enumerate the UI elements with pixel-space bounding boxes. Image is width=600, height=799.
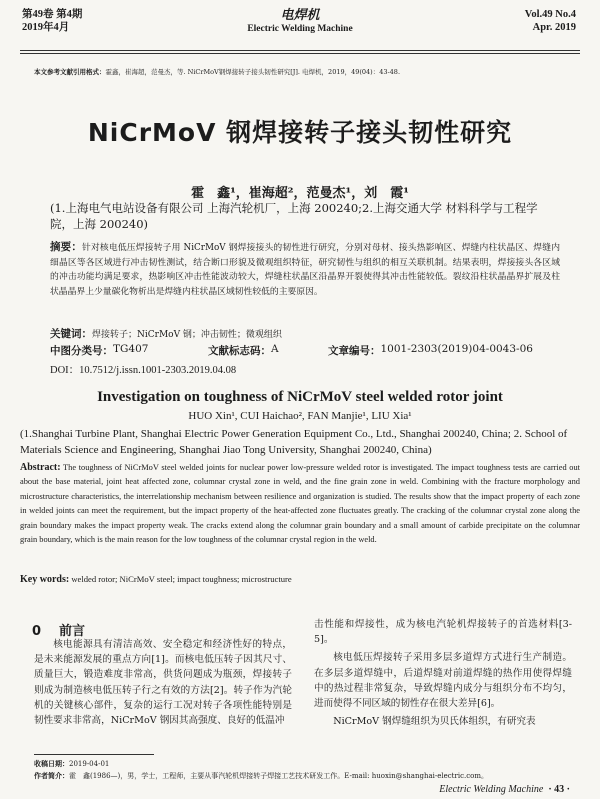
affiliation-cn: (1.上海电气电站设备有限公司 上海汽轮机厂，上海 200240;2.上海交通大学 材料科学与工程学院，上海 200240) [50, 201, 538, 231]
journal-name-en: Electric Welding Machine [247, 24, 353, 34]
citation-format: 本文参考文献引用格式：霍鑫，崔海超，范曼杰，等. NiCrMoV钢焊接转子接头韧性研究[J]. 电焊机，2019，49(04)：43-48. [34, 68, 401, 76]
doi: DOI：10.7512/j.issn.1001-2303.2019.04.08 [50, 365, 237, 376]
affiliation-en: (1.Shanghai Turbine Plant, Shanghai Electric Power Generation Equipment Co., Ltd., Shanghai 200240, China; 2. School of Materials Science and Engineering, Shanghai Jiao Tong University, Shanghai 200240, China) [20, 428, 568, 456]
header-rule-2 [20, 53, 580, 54]
abstract-cn-text: 针对核电低压焊接转子用 NiCrMoV 钢焊接接头的韧性进行研究，分别对母材、接头热影响区、焊缝内柱状晶区、焊缝内细晶区等各区域进行冲击韧性测试，结合断口形貌及微观组织特征，研究韧性与组织的相互关联机制。结果表明，焊接接头各区域的冲击功能均满足要求，热影响区冲击性能波动较大，焊缝柱状晶区沿晶界开裂使得其冲击性能较低。裂纹沿柱状晶晶界扩展及柱状晶晶界上少量碳化物析出是焊缝内柱状晶区域韧性较低的主要原因。 [50, 243, 561, 297]
paper-title-en: Investigation on toughness of NiCrMoV steel welded rotor joint [97, 389, 503, 405]
clc-number: 中图分类号： TG407 [50, 343, 149, 357]
abstract-cn [50, 240, 560, 299]
body-column-right: 击性能和焊接性，成为核电汽轮机焊接转子的首选材料[3-5]。 核电低压焊接转子采用多层多道焊方式进行生产制造。在多层多道焊缝中，后道焊缝对前道焊缝的热作用使得焊缝中的热过程非常复杂，导致焊缝内成分与组织分布不均匀，进而使得不同区域的韧性存在很大差异[6]。 NiCrMoV 钢焊缝组织为贝氏体组织，有研究表 [314, 619, 572, 728]
abstract-en: Abstract: The toughness of NiCrMoV steel welded joints for nuclear power low-pressure welded rotor is investigated. The impact toughness tests are carried out about the base material, joint heat affected zone, columnar crystal zone in weld, and the fine grain zone in weld. Combining with the fracture morphology and microstructure characteristics, the interrelationship mechanism between resilience and organization is studied. The results show that the impact property of each zone in welded joints can meet the requirement, but the impact property of the heat-affected zone fluctuates greatly. The cracking of the columnar crystal zone along the grain boundary makes the impact property weak. The cracks extend along the columnar grain boundary and a small amount of carbide precipitate on the columnar grain boundary, which is the main reason for the low toughness of the columnar crystal region in the weld. [20, 462, 580, 545]
section-heading: 0 前言 [32, 624, 86, 639]
keywords-en: Key words: welded rotor; NiCrMoV steel; impact toughness; microstructure [20, 574, 292, 585]
page-header [0, 0, 600, 50]
volume-info: Vol.49 No.4 Apr. 2019 [524, 9, 576, 33]
header-rule [20, 50, 580, 51]
footnote: 收稿日期：2019-04-01 作者简介：霍 鑫(1986—)，男，学士，工程师，主要从事汽轮机焊接转子焊接工艺技术研发工作。E-mail: huoxin@shanghai-electric.com。 [34, 759, 488, 780]
body-column-left: 核电能源具有清洁高效、安全稳定和经济性好的特点，是未来能源发展的重点方向[1]。而核电低压转子因其尺寸、质量巨大，锻造难度非常高，供货问题成为瓶颈，焊接转子则成为制造核电低压转子行之有效的方法[2]。转子作为汽轮机的关键核心部件，复杂的运行工况对转子各项性能特别是韧性要求非常高，NiCrMoV 钢因其高强度、良好的低温冲 [34, 639, 292, 727]
document-code: 文献标志码： A [208, 343, 279, 357]
authors-en: HUO Xin¹, CUI Haichao², FAN Manjie¹, LIU Xia¹ [188, 410, 412, 422]
issue-info: 第49卷 第4期 2019年4月 [22, 9, 83, 33]
page-footer: Electric Welding Machine · 43 · [439, 784, 570, 795]
footnote-rule [34, 754, 154, 755]
page-number: · 43 · [548, 784, 570, 795]
article-number: 文章编号： 1001-2303(2019)04-0043-06 [328, 343, 533, 357]
journal-logo: 电焊机 [280, 8, 320, 23]
authors-cn: 霍 鑫¹，崔海超²，范曼杰¹，刘 霞¹ [191, 186, 409, 201]
abstract-cn-label: 摘要： [50, 241, 82, 253]
keywords-cn: 关键词：焊接转子；NiCrMoV 钢；冲击韧性；微观组织 [50, 328, 282, 340]
paper-title-cn: NiCrMoV 钢焊接转子接头韧性研究 [87, 118, 513, 147]
